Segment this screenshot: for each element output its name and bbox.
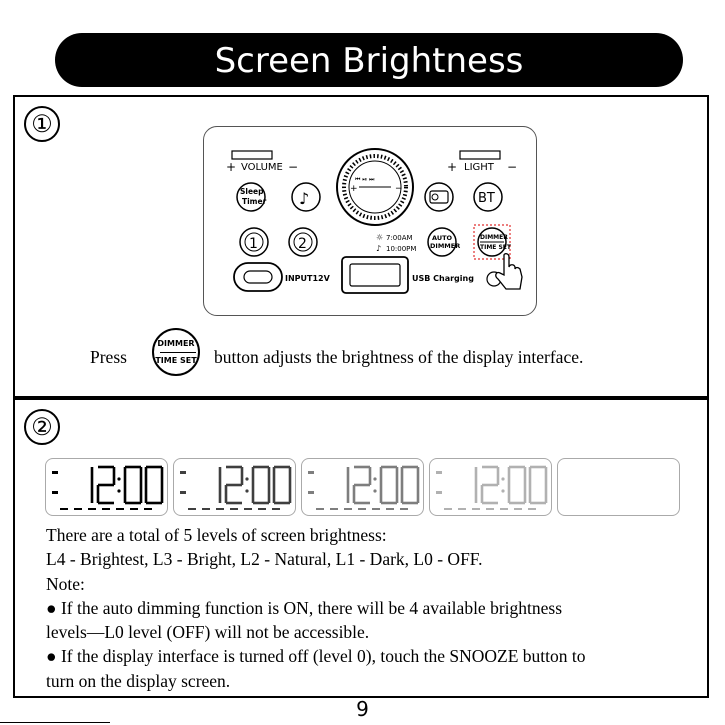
weekday-mark	[344, 508, 352, 510]
weekday-mark	[528, 508, 536, 510]
volume-label: VOLUME	[241, 162, 283, 173]
footer-rule	[0, 722, 110, 723]
level-display-l3	[173, 458, 296, 516]
level-display-l2	[301, 458, 424, 516]
dimmer-time-set-icon: DIMMER TIME SET	[152, 328, 200, 376]
level-display-l4	[45, 458, 168, 516]
weekday-mark	[400, 508, 408, 510]
text-line: There are a total of 5 levels of screen brightness:	[46, 525, 387, 545]
radio-icon	[430, 191, 448, 203]
step-2-number: ②	[24, 409, 60, 445]
weekday-mark	[358, 508, 366, 510]
weekday-mark	[258, 508, 266, 510]
light-plus[interactable]: +	[447, 160, 458, 174]
light-bar	[460, 151, 500, 159]
volume-plus[interactable]: +	[226, 160, 237, 174]
clock-digits	[436, 467, 546, 510]
indicator-mark	[52, 471, 58, 474]
weekday-mark	[372, 508, 380, 510]
page-number: 9	[356, 697, 369, 721]
device-control-panel	[203, 126, 537, 316]
weekday-mark	[500, 508, 508, 510]
indicator-mark	[308, 471, 314, 474]
weekday-mark	[88, 508, 96, 510]
volume-bar	[232, 151, 272, 159]
brightness-levels	[45, 458, 685, 516]
weekday-mark	[458, 508, 466, 510]
weekday-mark	[74, 508, 82, 510]
colon-dot	[245, 489, 248, 492]
press-prefix: Press	[90, 347, 127, 367]
svg-text:1: 1	[249, 236, 258, 252]
weekday-mark	[116, 508, 124, 510]
weekday-mark	[444, 508, 452, 510]
dial-skip-icons: ⏮ ⏯ ⏭	[355, 176, 375, 183]
svg-text:TIME SET: TIME SET	[480, 244, 511, 251]
bt-label: BT	[478, 191, 495, 206]
weekday-mark	[316, 508, 324, 510]
radio-button[interactable]	[425, 183, 453, 211]
input-label: INPUT12V	[285, 274, 330, 283]
svg-text:Timer: Timer	[242, 197, 267, 206]
press-suffix: button adjusts the brightness of the display interface.	[214, 347, 584, 367]
level-display-l0	[557, 458, 680, 516]
text-line: Note:	[46, 573, 85, 594]
indicator-mark	[436, 491, 442, 494]
svg-text:2: 2	[298, 236, 307, 252]
light-minus[interactable]: −	[507, 160, 518, 174]
weekday-mark	[60, 508, 68, 510]
indicator-mark	[436, 471, 442, 474]
weekday-mark	[202, 508, 210, 510]
light-label: LIGHT	[464, 162, 494, 173]
step-1-number: ①	[24, 106, 60, 142]
colon-dot	[117, 489, 120, 492]
input-port	[234, 263, 282, 291]
music-note-icon: ♪	[299, 189, 310, 208]
clock-digits	[308, 467, 418, 510]
weekday-mark	[216, 508, 224, 510]
weekday-mark	[130, 508, 138, 510]
weekday-mark	[102, 508, 110, 510]
svg-text:DIMMER: DIMMER	[480, 234, 508, 241]
note-icon: ♪	[376, 244, 382, 253]
alarm-1-time: 7:00AM	[386, 234, 413, 242]
indicator-mark	[308, 491, 314, 494]
text-line: ● If the auto dimming function is ON, there will be 4 available brightness	[46, 597, 563, 618]
weekday-mark	[272, 508, 280, 510]
weekday-mark	[486, 508, 494, 510]
brightness-description	[46, 523, 706, 693]
indicator-mark	[180, 471, 186, 474]
svg-text:Sleep: Sleep	[240, 187, 264, 196]
colon-dot	[373, 489, 376, 492]
weekday-mark	[330, 508, 338, 510]
colon-dot	[117, 477, 120, 480]
weekday-mark	[472, 508, 480, 510]
colon-dot	[501, 477, 504, 480]
clock-digits	[52, 467, 162, 510]
clock-digits	[180, 467, 290, 510]
svg-text:+: +	[350, 184, 358, 194]
svg-text:AUTO: AUTO	[432, 234, 453, 242]
colon-dot	[245, 477, 248, 480]
page-title: Screen Brightness	[55, 33, 683, 87]
weekday-mark	[144, 508, 152, 510]
svg-text:DIMMER: DIMMER	[430, 242, 461, 250]
level-display-l1	[429, 458, 552, 516]
text-line: levels—L0 level (OFF) will not be accessible.	[46, 622, 370, 643]
weekday-mark	[514, 508, 522, 510]
usb-label: USB Charging	[412, 274, 474, 283]
weekday-mark	[386, 508, 394, 510]
text-line: turn on the display screen.	[46, 670, 231, 691]
text-line: L4 - Brightest, L3 - Bright, L2 - Natural, L1 - Dark, L0 - OFF.	[46, 549, 483, 570]
sun-icon: ☼	[376, 233, 384, 242]
colon-dot	[373, 477, 376, 480]
svg-text:−: −	[395, 184, 403, 194]
device-illustration	[204, 127, 538, 317]
volume-minus[interactable]: −	[288, 160, 299, 174]
press-instruction	[90, 339, 690, 372]
step-1-panel	[13, 95, 709, 398]
usb-port	[342, 257, 408, 293]
weekday-mark	[188, 508, 196, 510]
alarm-2-time: 10:00PM	[386, 245, 417, 253]
colon-dot	[501, 489, 504, 492]
text-line: ● If the display interface is turned off (level 0), touch the SNOOZE button to	[46, 646, 586, 667]
weekday-mark	[244, 508, 252, 510]
indicator-mark	[52, 491, 58, 494]
weekday-mark	[230, 508, 238, 510]
indicator-mark	[180, 491, 186, 494]
step-2-panel	[13, 398, 709, 698]
